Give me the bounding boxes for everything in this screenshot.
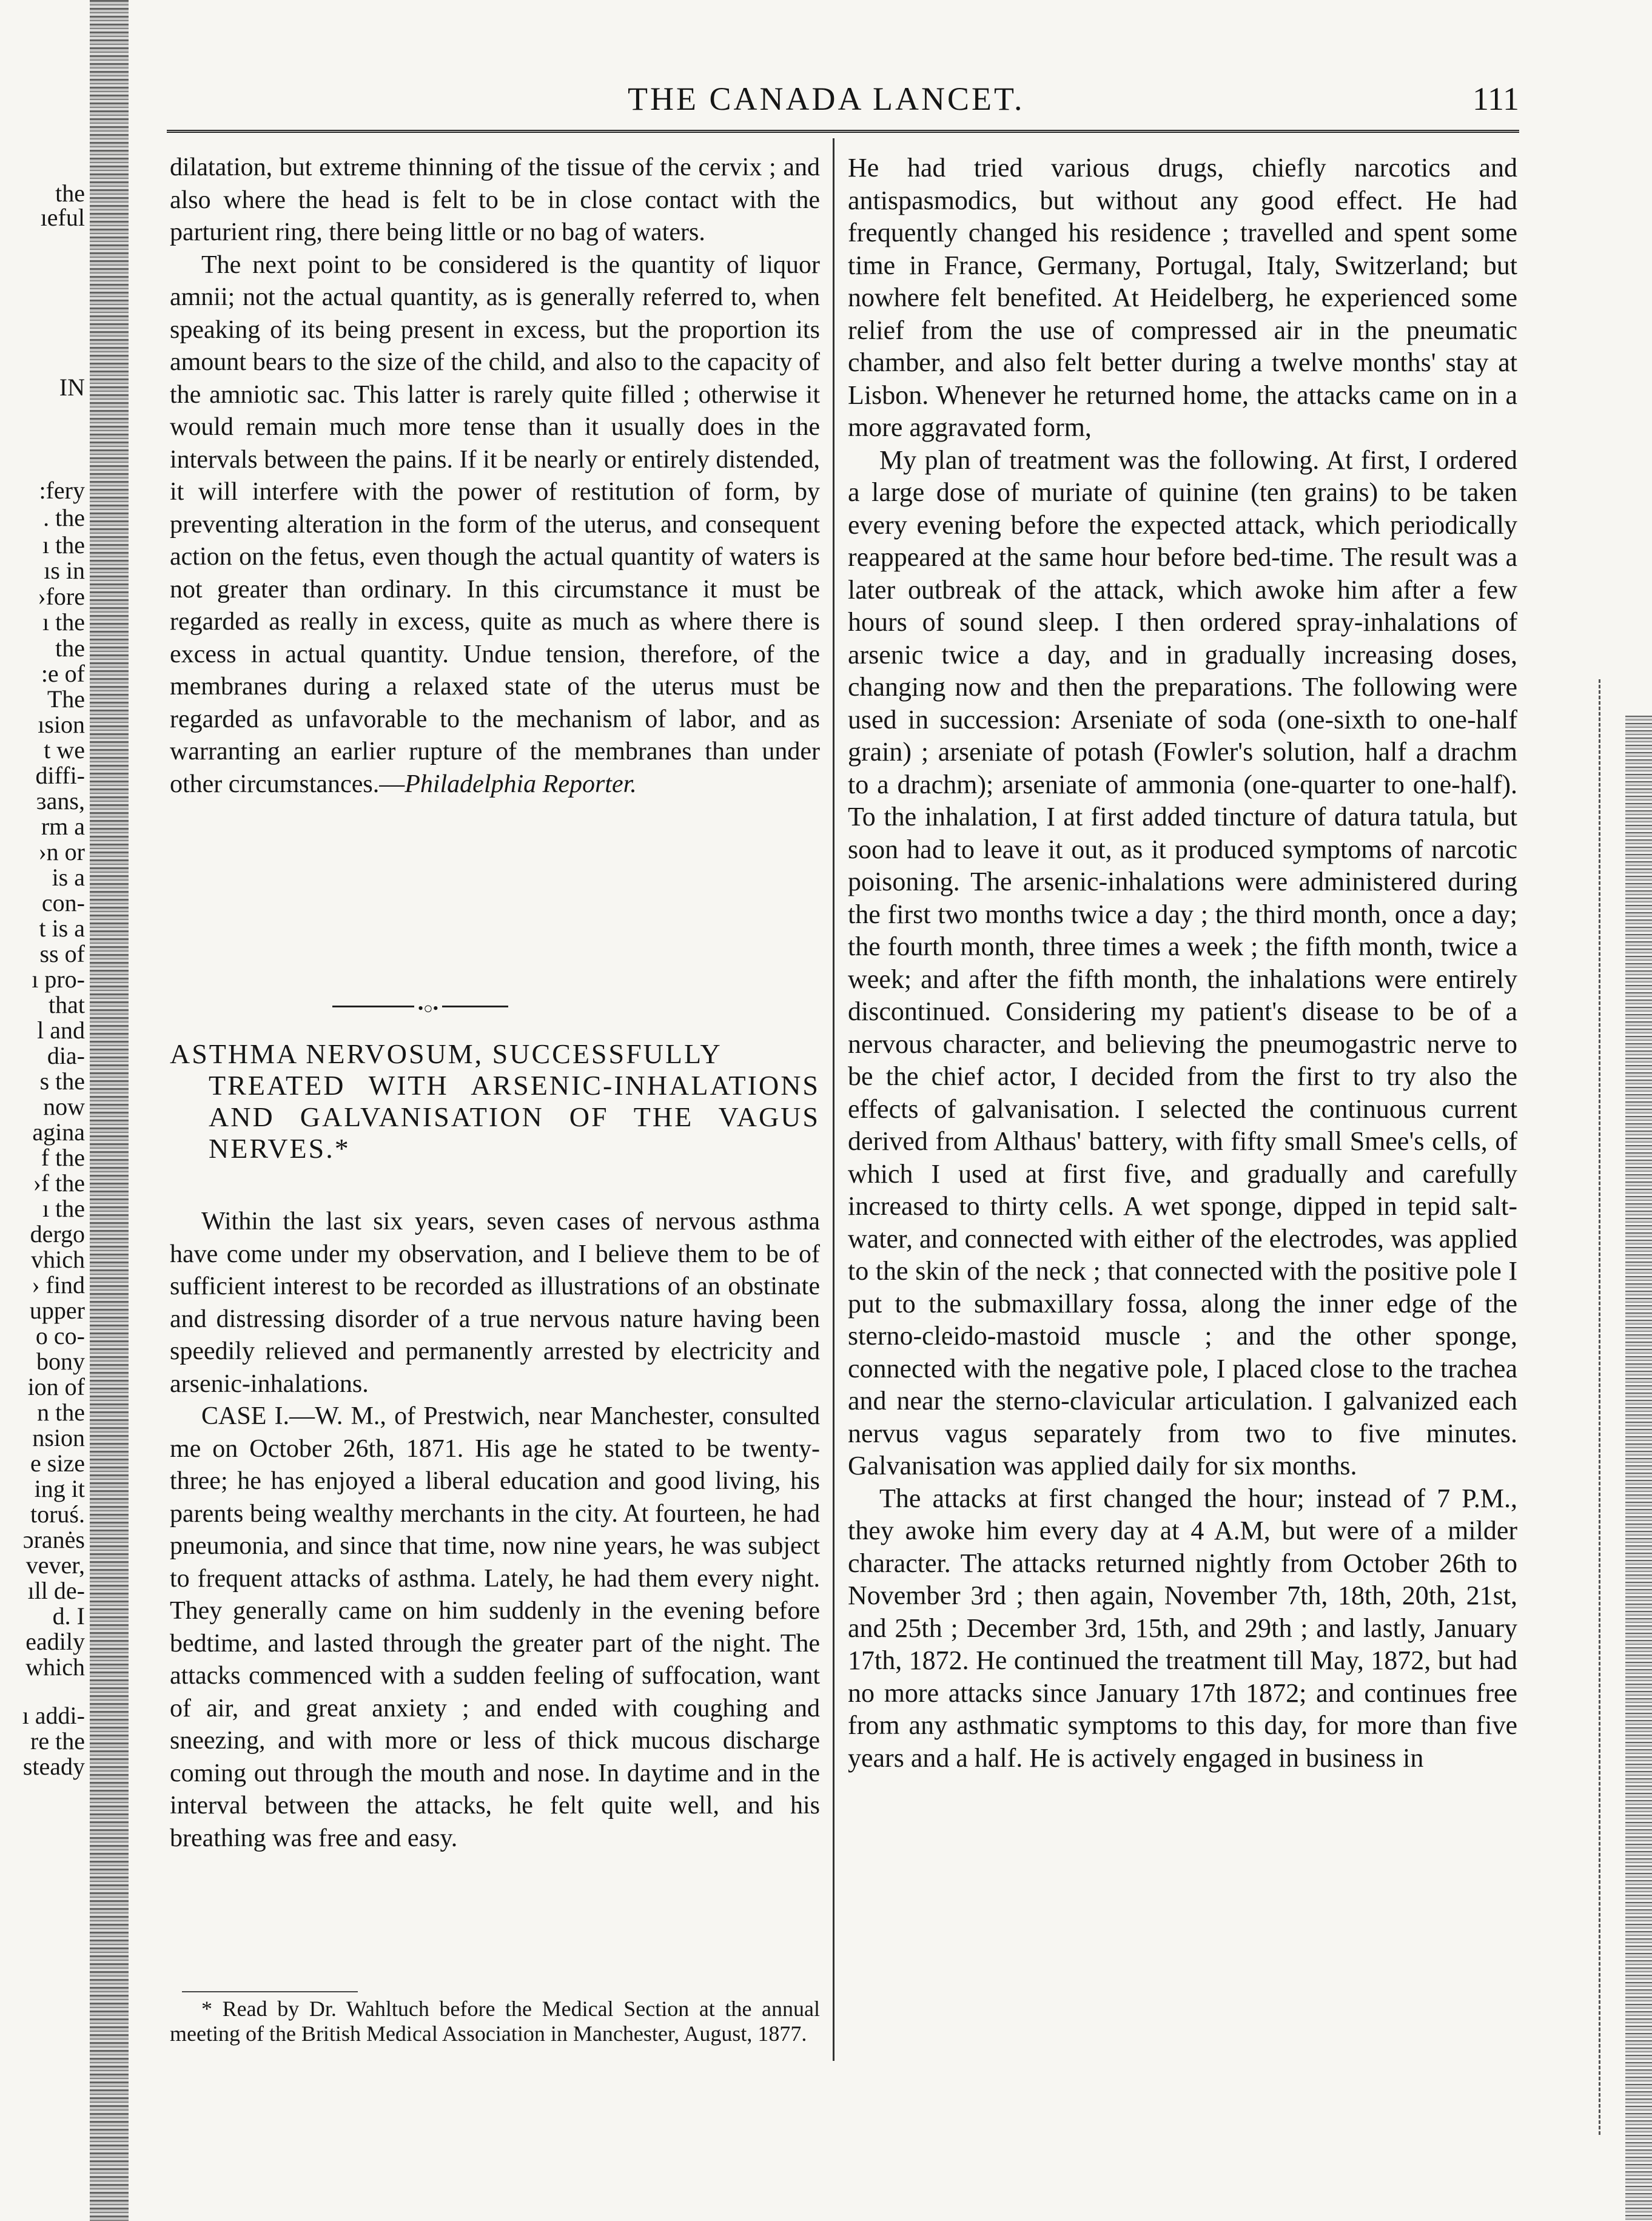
bleed-fragment: The — [47, 685, 85, 713]
source-citation: Philadelphia Reporter. — [405, 770, 637, 798]
bleed-fragment: the — [55, 180, 85, 207]
bleed-fragment: :e of — [41, 660, 85, 687]
bleed-fragment: › find — [32, 1271, 85, 1299]
bleed-fragment: dia- — [47, 1042, 85, 1069]
bleed-fragment: vhich — [31, 1246, 85, 1273]
article-title-line2: TREATED WITH ARSENIC-INHALATIONS AND GALVANISATION OF THE VAGUS NERVES.* — [209, 1070, 820, 1164]
bleed-fragment: d. I — [52, 1602, 85, 1630]
footnote — [170, 1997, 820, 2046]
bleed-fragment: re the — [30, 1727, 85, 1755]
paragraph-text: The next point to be considered is the quantity of liquor amnii; not the actual quantity, as is generally referred to, when speaking of its being present in excess, but the proportion its amount bears to the size of the child, and also to the capacity of the amniotic sac. This latter is rarely quite filled ; otherwise it would remain much more tense than it usually does in the intervals between the pains. If it be nearly or entirely distended, it will interfere with the power of restitution of form, by preventing alteration in the form of the uterus, and consequent action on the fetus, even though the actual quantity of waters is not greater than ordinary. In this circumstance it must be regarded as really in excess, quite as much as where there is excess in actual quantity. Undue tension, therefore, of the membranes during a relaxed state of the uterus must be regarded as unfavorable to the mechanism of labor, and as warranting an earlier rupture of the membranes than under other circumstances.— — [170, 250, 820, 798]
paragraph — [170, 249, 820, 801]
bleed-fragment: eadily — [25, 1628, 85, 1655]
bleed-fragment: agina — [32, 1118, 85, 1146]
right-page-edge — [1625, 716, 1652, 2221]
article-title — [170, 1038, 820, 1164]
bleed-fragment: ısion — [38, 711, 85, 738]
bleed-fragment: dergo — [30, 1220, 85, 1248]
left-column-continuation — [170, 152, 820, 801]
bleed-fragment: f the — [41, 1144, 85, 1171]
footnote-rule — [182, 1991, 358, 1992]
bleed-fragment: . the — [43, 504, 85, 531]
bleed-fragment: upper — [29, 1297, 85, 1324]
bleed-fragment: bony — [36, 1348, 85, 1375]
bleed-fragment: vever, — [25, 1551, 85, 1579]
bleed-fragment: ıll de- — [27, 1577, 85, 1604]
bleed-fragment: toruś. — [30, 1500, 85, 1528]
bleed-fragment: t is a — [39, 915, 85, 942]
bleed-fragment: nsion — [32, 1424, 85, 1451]
paragraph: dilatation, but extreme thinning of the tissue of the cervix ; and also where the head is felt to be in close contact with the parturient ring, there being little or no bag of waters. — [170, 153, 820, 246]
article-title-line1: ASTHMA NERVOSUM, SUCCESSFULLY — [170, 1038, 722, 1069]
bleed-fragment: ›n or — [38, 838, 85, 865]
page-edge-dashes — [1599, 679, 1600, 2135]
bleed-fragment: diffi- — [35, 762, 85, 789]
bleed-fragment: the — [55, 634, 85, 662]
bleed-fragment: now — [43, 1093, 85, 1120]
bleed-fragment: n the — [37, 1399, 85, 1426]
bleed-fragment: ıeful — [40, 204, 85, 231]
bleed-fragment: IN — [59, 374, 85, 401]
footnote-text: * Read by Dr. Wahltuch before the Medical Section at the annual meeting of the British Medical Association in Manchester, August, 1877. — [170, 1997, 820, 2046]
bleed-fragment: t we — [44, 736, 85, 764]
bleed-fragment: s the — [39, 1067, 85, 1095]
bleed-fragment: ı pro- — [32, 966, 85, 993]
bleed-fragment: ›f the — [33, 1169, 85, 1197]
bleed-fragment: ı addi- — [22, 1702, 85, 1729]
bleed-fragment: ing it — [34, 1475, 85, 1502]
page-header — [167, 80, 1519, 129]
paragraph: CASE I.—W. M., of Prestwich, near Manchester, consulted me on October 26th, 1871. His age he stated to be twenty-three; he has enjoyed a liberal education and good living, his parents being wealthy merchants in the city. At fourteen, he had pneumonia, and since that time, now nine years, he was subject to frequent attacks of asthma. Lately, he had them every night. They generally came on him suddenly in the evening before bedtime, and lasted through the greater part of the night. The attacks commenced with a sudden feeling of suffocation, want of air, and great anxiety ; and ended with coughing and sneezing, and with more or less of thick mucous discharge coming out through the mouth and nose. In daytime and in the interval between the attacks, he felt quite well, and his breathing was free and easy. — [170, 1402, 820, 1852]
bleed-fragment: steady — [22, 1753, 85, 1780]
bleed-fragment: con- — [41, 889, 85, 916]
running-title: THE CANADA LANCET. — [628, 81, 1025, 117]
header-rule — [167, 130, 1519, 133]
page-binding — [90, 0, 129, 2221]
bleed-fragment: which — [25, 1653, 85, 1681]
paragraph: My plan of treatment was the following. At first, I ordered a large dose of muriate of quinine (ten grains) to be taken every evening before the expected attack, which periodically reappeared at the same hour before bed-time. The result was a later outbreak of the attack, which awoke him after a few hours of sound sleep. I then ordered spray-inhalations of arsenic twice a day, and in gradually increasing doses, changing now and then the preparations. The following were used in succession: Arseniate of soda (one-sixth to one-half grain) ; arseniate of potash (Fowler's solution, half a drachm to a drachm); arseniate of ammonia (one-quarter to one-half). To the inhalation, I at first added tincture of datura tatula, but soon had to leave it out, as it produced symptoms of narcotic poisoning. The arsenic-inhalations were administered during the first two months twice a day ; the third month, once a day; the fourth month, three times a week ; the fifth month, twice a week; and after the fifth month, the inhalations were entirely discontinued. Considering my patient's disease to be of a nervous character, and believing the pneumogastric nerve to be the chief actor, I decided from the first to try also the effects of galvanisation. I selected the continuous current derived from Althaus' battery, with fifty small Smee's cells, of which I used at first five, and gradually and carefully increased to thirty cells. A wet sponge, dipped in tepid salt-water, and connected with either of the electrodes, was applied to the skin of the neck ; that connected with the positive pole I put to the submaxillary fossa, along the inner edge of the sterno-cleido-mastoid muscle ; and the other sponge, connected with the negative pole, I placed close to the trachea and near the sterno-clavicular articulation. I galvanized each nervus vagus separately from two to five minutes. Galvanisation was applied daily for six months. — [848, 445, 1517, 1480]
paragraph: Within the last six years, seven cases of nervous asthma have come under my observation, and I believe them to be of sufficient interest to be recorded as illustrations of an obstinate and distressing disorder of a true nervous nature having been speedily relieved and permanently arrested by electricity and arsenic-inhalations. — [170, 1208, 820, 1398]
bleed-fragment: is a — [52, 864, 85, 891]
bleed-fragment: l and — [37, 1016, 85, 1044]
paragraph: The attacks at first changed the hour; instead of 7 P.M., they awoke him every day at 4 A.M, but were of a milder character. The attacks returned nightly from October 26th to November 3rd ; then again, November 7th, 18th, 20th, 21st, and 25th ; December 3rd, 15th, and 29th ; and lastly, January 17th, 1872. He continued the treatment till May, 1872, but had no more attacks since January 17th 1872; and continues free from any asthmatic symptoms to this day, for more than five years and a half. He is actively engaged in business in — [848, 1483, 1517, 1773]
separator-ornament: •○• — [414, 1000, 442, 1018]
bleed-fragment: ion of — [27, 1373, 85, 1400]
bleed-fragment: ɜans, — [36, 787, 85, 815]
bleed-fragment: ss of — [39, 940, 85, 967]
paragraph: He had tried various drugs, chiefly narcotics and antispasmodics, but without any good effect. He had frequently changed his residence ; travelled and spent some time in France, Germany, Portugal, Italy, Switzerland; but nowhere felt benefited. At Heidelberg, he experienced some relief from the use of compressed air in the pneumatic chamber, and also felt better during a twelve months' stay at Lisbon. Whenever he returned home, the attacks came on in a more aggravated form, — [848, 153, 1517, 442]
bleed-fragment: ı the — [42, 608, 85, 636]
bleed-fragment: ıs in — [44, 557, 85, 584]
bleed-fragment: ɔranės — [22, 1526, 85, 1553]
bleed-fragment: :fery — [39, 477, 85, 504]
column-divider — [833, 138, 834, 2061]
bleed-fragment: o co- — [35, 1322, 85, 1349]
bleed-fragment: that — [49, 991, 85, 1018]
bleed-through-margin — [0, 0, 85, 2221]
bleed-fragment: e size — [30, 1450, 85, 1477]
page-number: 111 — [1472, 81, 1519, 117]
bleed-fragment: ›fore — [38, 583, 85, 610]
bleed-fragment: ı the — [42, 1195, 85, 1222]
right-column — [848, 152, 1517, 1774]
bleed-fragment: ı the — [42, 531, 85, 559]
article-body-left — [170, 1206, 820, 1855]
bleed-fragment: rm a — [41, 813, 85, 840]
